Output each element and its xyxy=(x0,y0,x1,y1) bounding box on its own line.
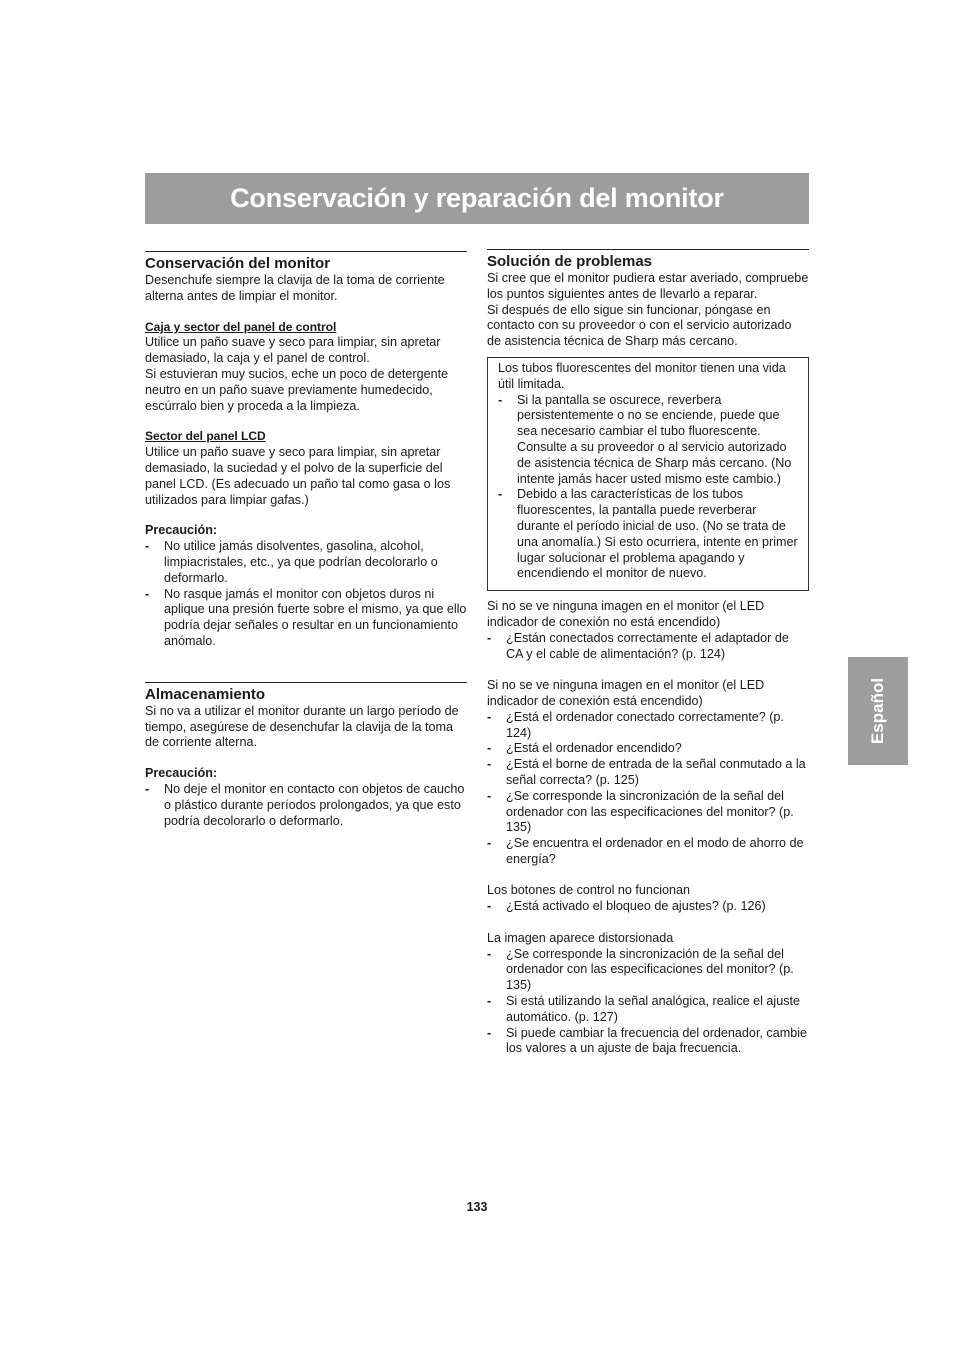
case-heading: Caja y sector del panel de control xyxy=(145,319,337,334)
list-item: - No deje el monitor en contacto con objetos de caucho o plástico durante períodos prolongados, ya que esto podría decolorarlo o deformarlo. xyxy=(145,782,467,829)
language-tab-label: Español xyxy=(868,677,887,745)
note-intro: Los tubos fluorescentes del monitor tienen una vida útil limitada. xyxy=(498,360,786,391)
no-image-on-lead: Si no se ve ninguna imagen en el monitor (el LED indicador de conexión está encendido) xyxy=(487,678,765,708)
left-column xyxy=(145,251,467,829)
list-item: - Si puede cambiar la frecuencia del ordenador, cambie los valores a un ajuste de baja frecuencia. xyxy=(487,1026,809,1058)
page-number: 133 xyxy=(466,1200,488,1214)
care-intro: Desenchufe siempre la clavija de la toma de corriente alterna antes de limpiar el monitor. xyxy=(145,273,445,303)
list-item: - No rasque jamás el monitor con objetos duros ni aplique una presión fuerte sobre el mismo, ya que ello podría dejar señales o resultar en un funcionamiento anómalo. xyxy=(145,587,467,650)
title-banner xyxy=(145,173,809,224)
troubleshooting-paragraph-2: Si después de ello sigue sin funcionar, póngase en contacto con su proveedor o con el servicio autorizado de asistencia técnica de Sharp más cercano. xyxy=(487,302,792,349)
no-image-on-list xyxy=(487,710,809,868)
case-paragraph-1: Utilice un paño suave y seco para limpiar, sin apretar demasiado, la caja y el panel de control. xyxy=(145,335,441,366)
language-tab xyxy=(848,657,908,765)
list-item: - No utilice jamás disolventes, gasolina, alcohol, limpiacristales, etc., ya que podrían decolorarlo o deformarlo. xyxy=(145,539,467,586)
lcd-paragraph: Utilice un paño suave y seco para limpiar, sin apretar demasiado, la suciedad y el polvo de la superficie del panel LCD. (Es adecuado un paño tal como gasa o los utilizados para limpiar gafas.) xyxy=(145,445,451,507)
storage-caution-list xyxy=(145,782,467,829)
care-caution-label: Precaución: xyxy=(145,523,218,538)
list-item: - ¿Está el borne de entrada de la señal conmutado a la señal correcta? (p. 125) xyxy=(487,757,809,789)
storage-caution-label: Precaución: xyxy=(145,766,218,781)
right-column xyxy=(487,249,809,1057)
distorted-list xyxy=(487,947,809,1058)
fluorescent-note-box xyxy=(487,357,809,591)
troubleshooting-paragraph-1: Si cree que el monitor pudiera estar averiado, compruebe los puntos siguientes antes de llevarlo a reparar. xyxy=(487,271,809,301)
list-item: - Si está utilizando la señal analógica, realice el ajuste automático. (p. 127) xyxy=(487,994,809,1026)
care-caution-list xyxy=(145,539,467,650)
distorted-lead: La imagen aparece distorsionada xyxy=(487,930,674,945)
list-item: - ¿Está el ordenador conectado correctamente? (p. 124) xyxy=(487,710,809,742)
note-list xyxy=(498,393,798,583)
lcd-heading: Sector del panel LCD xyxy=(145,429,266,444)
care-heading: Conservación del monitor xyxy=(145,251,467,273)
list-item: - ¿Está el ordenador encendido? xyxy=(487,741,809,757)
list-item: - ¿Se corresponde la sincronización de la señal del ordenador con las especificaciones del monitor? (p. 135) xyxy=(487,789,809,836)
list-item: - Si la pantalla se oscurece, reverbera persistentemente o no se enciende, puede que sea necesario cambiar el tubo fluorescente. Consulte a su proveedor o al servicio autorizado de asistencia técnica de Sharp más cercano. (No intente jamás hacer usted mismo este cambio.) xyxy=(498,393,798,488)
buttons-lead: Los botones de control no funcionan xyxy=(487,883,691,898)
page-title: Conservación y reparación del monitor xyxy=(230,183,724,213)
storage-paragraph: Si no va a utilizar el monitor durante un largo período de tiempo, asegúrese de desenchufar la clavija de la toma de corriente alterna. xyxy=(145,703,459,750)
storage-heading: Almacenamiento xyxy=(145,682,467,704)
buttons-list xyxy=(487,899,809,915)
no-image-off-lead: Si no se ve ninguna imagen en el monitor (el LED indicador de conexión no está encendido) xyxy=(487,599,765,629)
list-item: - ¿Están conectados correctamente el adaptador de CA y el cable de alimentación? (p. 124) xyxy=(487,631,809,663)
list-item: - ¿Se corresponde la sincronización de la señal del ordenador con las especificaciones del monitor? (p. 135) xyxy=(487,947,809,994)
list-item: - Debido a las características de los tubos fluorescentes, la pantalla puede reverberar durante el período inicial de uso. (No se trata de una anomalía.) Si esto ocurriera, intente en primer lugar solucionar el problema apagando y encendiendo el monitor de nuevo. xyxy=(498,487,798,582)
list-item: - ¿Está activado el bloqueo de ajustes? (p. 126) xyxy=(487,899,809,915)
case-paragraph-2: Si estuvieran muy sucios, eche un poco de detergente neutro en un paño suave previamente humedecido, escúrralo bien y proceda a la limpieza. xyxy=(145,366,449,413)
list-item: - ¿Se encuentra el ordenador en el modo de ahorro de energía? xyxy=(487,836,809,868)
no-image-off-list xyxy=(487,631,809,663)
troubleshooting-heading: Solución de problemas xyxy=(487,249,809,271)
